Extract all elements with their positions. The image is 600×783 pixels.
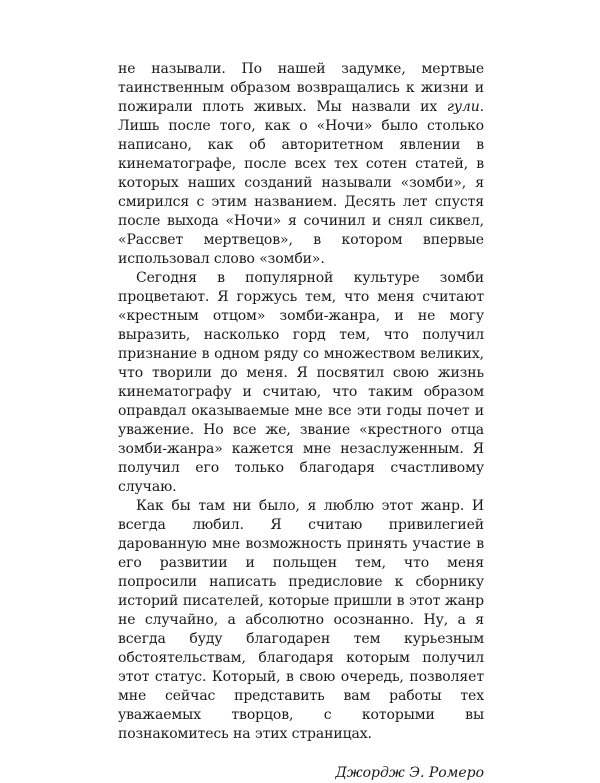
author-signature: Джордж Э. Ромеро: [335, 765, 484, 781]
paragraph-2: [118, 269, 484, 497]
text-page: [118, 60, 484, 783]
paragraph-2-text: Сегодня в популярной культуре зомби процветают. Я горжусь тем, что меня считают «крестным отцом» зомби-жанра, и не могу выразить, насколько горд тем, что получил признание в одном ряду со множеством великих, что творили до меня. Я посвятил свою жизнь кинематографу и считаю, что таким образом оправдал оказываемые мне все эти годы почет и уважение. Но все же, звание «крестного отца зомби-жанра» кажется мне незаслуженным. Я получил его только благодаря счастливому случаю.: [118, 270, 484, 495]
paragraph-1: [118, 60, 484, 269]
paragraph-3-text: Как бы там ни было, я люблю этот жанр. И всегда любил. Я считаю привилегией дарованную мне возможность принять участие в его развитии и польщен тем, что меня попросили написать предисловие к сборнику историй писателей, которые пришли в этот жанр не случайно, а абсолютно осознанно. Ну, а я всегда буду благодарен тем курьезным обстоятельствам, благодаря которым получил этот статус. Который, в свою очередь, позволяет мне сейчас представить вам работы тех уважаемых творцов, с которыми вы познакомитесь на этих страницах.: [118, 498, 484, 742]
paragraph-1-part-1: не называли. По нашей задумке, мертвые таинственным образом возвращались к жизни и пожирали плоть живых. Мы назвали их: [118, 61, 484, 115]
paragraph-1-part-3: Лишь после того, как о «Ночи» было столько написано, как об авторитетном явлении в кинематографе, после всех тех сотен статей, в которых наших созданий называли «зомби», я смирился с этим названием. Десять лет спустя после выхода «Ночи» я сочинил и снял сиквел, «Рассвет мертвецов», в котором впервые использовал слово «зомби».: [118, 118, 484, 267]
paragraph-3: [118, 497, 484, 744]
paragraph-1-part-2-italic: гули.: [446, 99, 484, 115]
